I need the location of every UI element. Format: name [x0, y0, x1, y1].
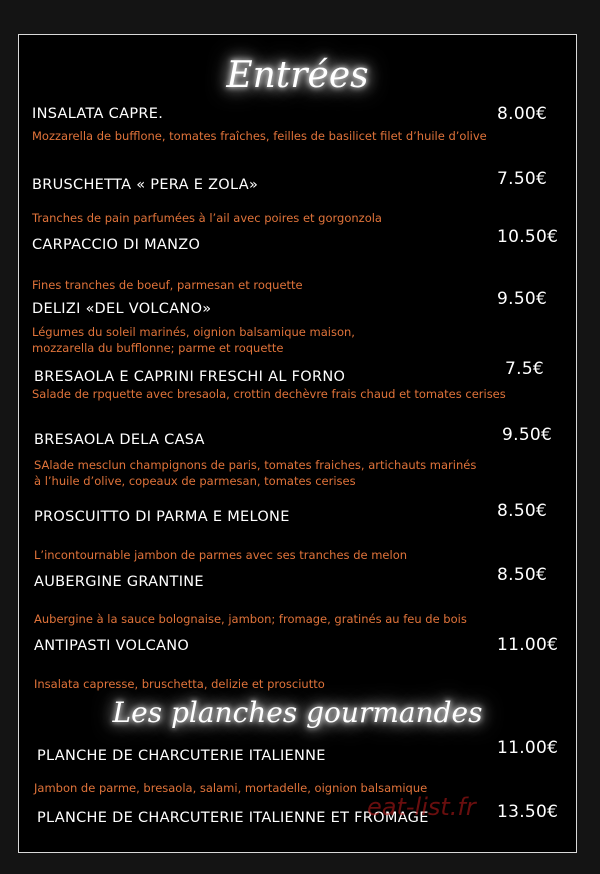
dish-description: Aubergine à la sauce bolognaise, jambon; fromage, gratinés au feu de bois — [34, 612, 467, 626]
dish-name: BRESAOLA E CAPRINI FRESCHI AL FORNO — [34, 369, 346, 385]
dish-name: BRUSCHETTA « PERA E ZOLA» — [32, 177, 259, 193]
dish-price: 7.5€ — [505, 359, 545, 379]
section-title-entrees: Entrées — [226, 55, 369, 96]
dish-name: ANTIPASTI VOLCANO — [34, 638, 190, 654]
dish-description: Salade de rpquette avec bresaola, crottin dechèvre frais chaud et tomates cerises — [32, 387, 506, 401]
dish-description: Fines tranches de boeuf, parmesan et roquette — [32, 278, 303, 292]
dish-description: Tranches de pain parfumées à l’ail avec poires et gorgonzola — [32, 211, 382, 225]
dish-name: INSALATA CAPRE. — [32, 106, 164, 122]
dish-name: PROSCUITTO DI PARMA E MELONE — [34, 509, 290, 525]
dish-price: 8.00€ — [497, 104, 548, 124]
watermark-logo: eat-list.fr — [367, 793, 476, 821]
dish-price: 8.50€ — [497, 565, 548, 585]
menu-card — [18, 34, 577, 853]
dish-description: Insalata capresse, bruschetta, delizie et prosciutto — [34, 677, 325, 691]
dish-name: CARPACCIO DI MANZO — [32, 237, 201, 253]
dish-description: Jambon de parme, bresaola, salami, mortadelle, oignion balsamique — [34, 781, 428, 795]
dish-name: DELIZI «DEL VOLCANO» — [32, 301, 212, 317]
dish-description: Légumes du soleil marinés, oignion balsamique maison, mozzarella du bufflonne; parme et roquette — [32, 325, 355, 355]
dish-description: L’incontournable jambon de parmes avec ses tranches de melon — [34, 548, 408, 562]
dish-name: AUBERGINE GRANTINE — [34, 574, 204, 590]
dish-price: 9.50€ — [502, 425, 553, 445]
dish-price: 10.50€ — [497, 227, 559, 247]
dish-description: SAlade mesclun champignons de paris, tomates fraiches, artichauts marinés à l’huile d’olive, copeaux de parmesan, tomates cerises — [34, 458, 477, 488]
dish-description: Mozzarella de bufflone, tomates fraîches, feilles de basilicet filet d’huile d’olive — [32, 129, 487, 143]
section-title-planches: Les planches gourmandes — [112, 696, 483, 729]
dish-name: PLANCHE DE CHARCUTERIE ITALIENNE ET FROMAGE — [37, 810, 429, 826]
dish-price: 9.50€ — [497, 289, 548, 309]
dish-price: 11.00€ — [497, 635, 559, 655]
dish-price: 11.00€ — [497, 738, 559, 758]
dish-price: 8.50€ — [497, 501, 548, 521]
dish-price: 7.50€ — [497, 169, 548, 189]
dish-price: 13.50€ — [497, 802, 559, 822]
dish-name: BRESAOLA DELA CASA — [34, 432, 205, 448]
dish-name: PLANCHE DE CHARCUTERIE ITALIENNE — [37, 748, 326, 764]
